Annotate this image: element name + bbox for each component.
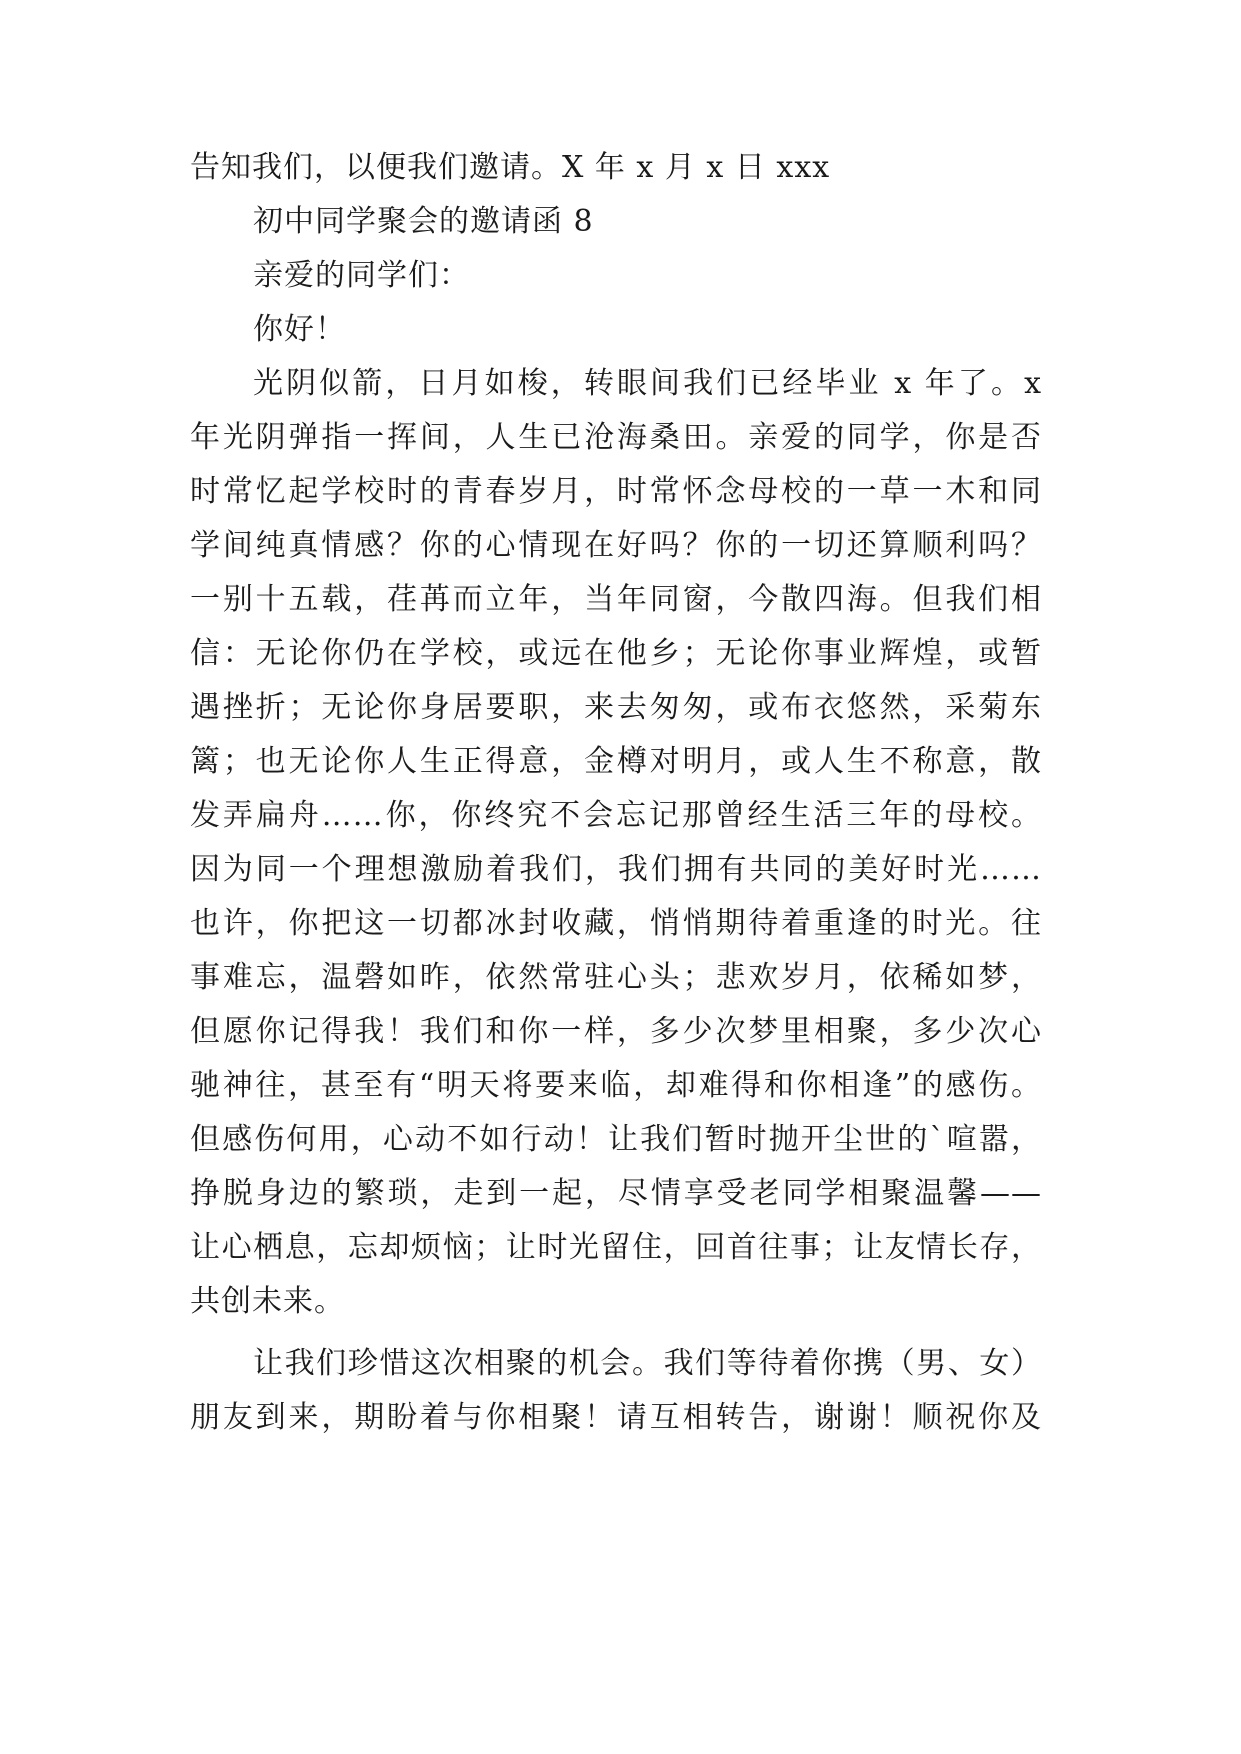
paragraph-line: 但愿你记得我！我们和你一样，多少次梦里相聚，多少次心	[190, 1014, 1042, 1049]
paragraph-line: 一别十五载，荏苒而立年，当年同窗，今散四海。但我们相	[190, 582, 1042, 617]
paragraph-line: 让心栖息，忘却烦恼；让时光留住，回首往事；让友情长存，	[190, 1230, 1042, 1265]
paragraph-line: 信：无论你仍在学校，或远在他乡；无论你事业辉煌，或暂	[190, 636, 1042, 671]
paragraph-line: 学间纯真情感？你的心情现在好吗？你的一切还算顺利吗？	[190, 528, 1042, 563]
paragraph-line: 挣脱身边的繁琐，走到一起，尽情享受老同学相聚温馨——	[190, 1176, 1042, 1211]
paragraph-line: 篱；也无论你人生正得意，金樽对明月，或人生不称意，散	[190, 744, 1042, 779]
paragraph-line: 光阴似箭，日月如梭，转眼间我们已经毕业 x 年了。x	[253, 366, 1042, 401]
paragraph-line: 朋友到来，期盼着与你相聚！请互相转告，谢谢！顺祝你及	[190, 1400, 1042, 1435]
paragraph-line: 遇挫折；无论你身居要职，来去匆匆，或布衣悠然，采菊东	[190, 690, 1042, 725]
greeting: 你好！	[253, 312, 346, 347]
paragraph-line: 但感伤何用，心动不如行动！让我们暂时抛开尘世的`喧嚣，	[190, 1122, 1042, 1157]
paragraph-line: 事难忘，温磬如昨，依然常驻心头；悲欢岁月，依稀如梦，	[190, 960, 1042, 995]
paragraph-line: 时常忆起学校时的青春岁月，时常怀念母校的一草一木和同	[190, 474, 1042, 509]
paragraph-line: 因为同一个理想激励着我们，我们拥有共同的美好时光……	[190, 852, 1042, 887]
paragraph-line: 也许，你把这一切都冰封收藏，悄悄期待着重逢的时光。往	[190, 906, 1042, 941]
section-heading: 初中同学聚会的邀请函 8	[253, 204, 594, 239]
paragraph-line: 让我们珍惜这次相聚的机会。我们等待着你携（男、女）	[253, 1346, 1042, 1381]
paragraph-line: 年光阴弹指一挥间，人生已沧海桑田。亲爱的同学，你是否	[190, 420, 1042, 455]
paragraph-line: 发弄扁舟……你，你终究不会忘记那曾经生活三年的母校。	[190, 798, 1042, 833]
salutation: 亲爱的同学们：	[253, 258, 470, 293]
paragraph-line: 告知我们，以便我们邀请。X 年 x 月 x 日 xxx	[190, 150, 831, 185]
paragraph-line: 驰神往，甚至有“明天将要来临，却难得和你相逢”的感伤。	[190, 1068, 1042, 1103]
paragraph-line: 共创未来。	[190, 1284, 345, 1319]
